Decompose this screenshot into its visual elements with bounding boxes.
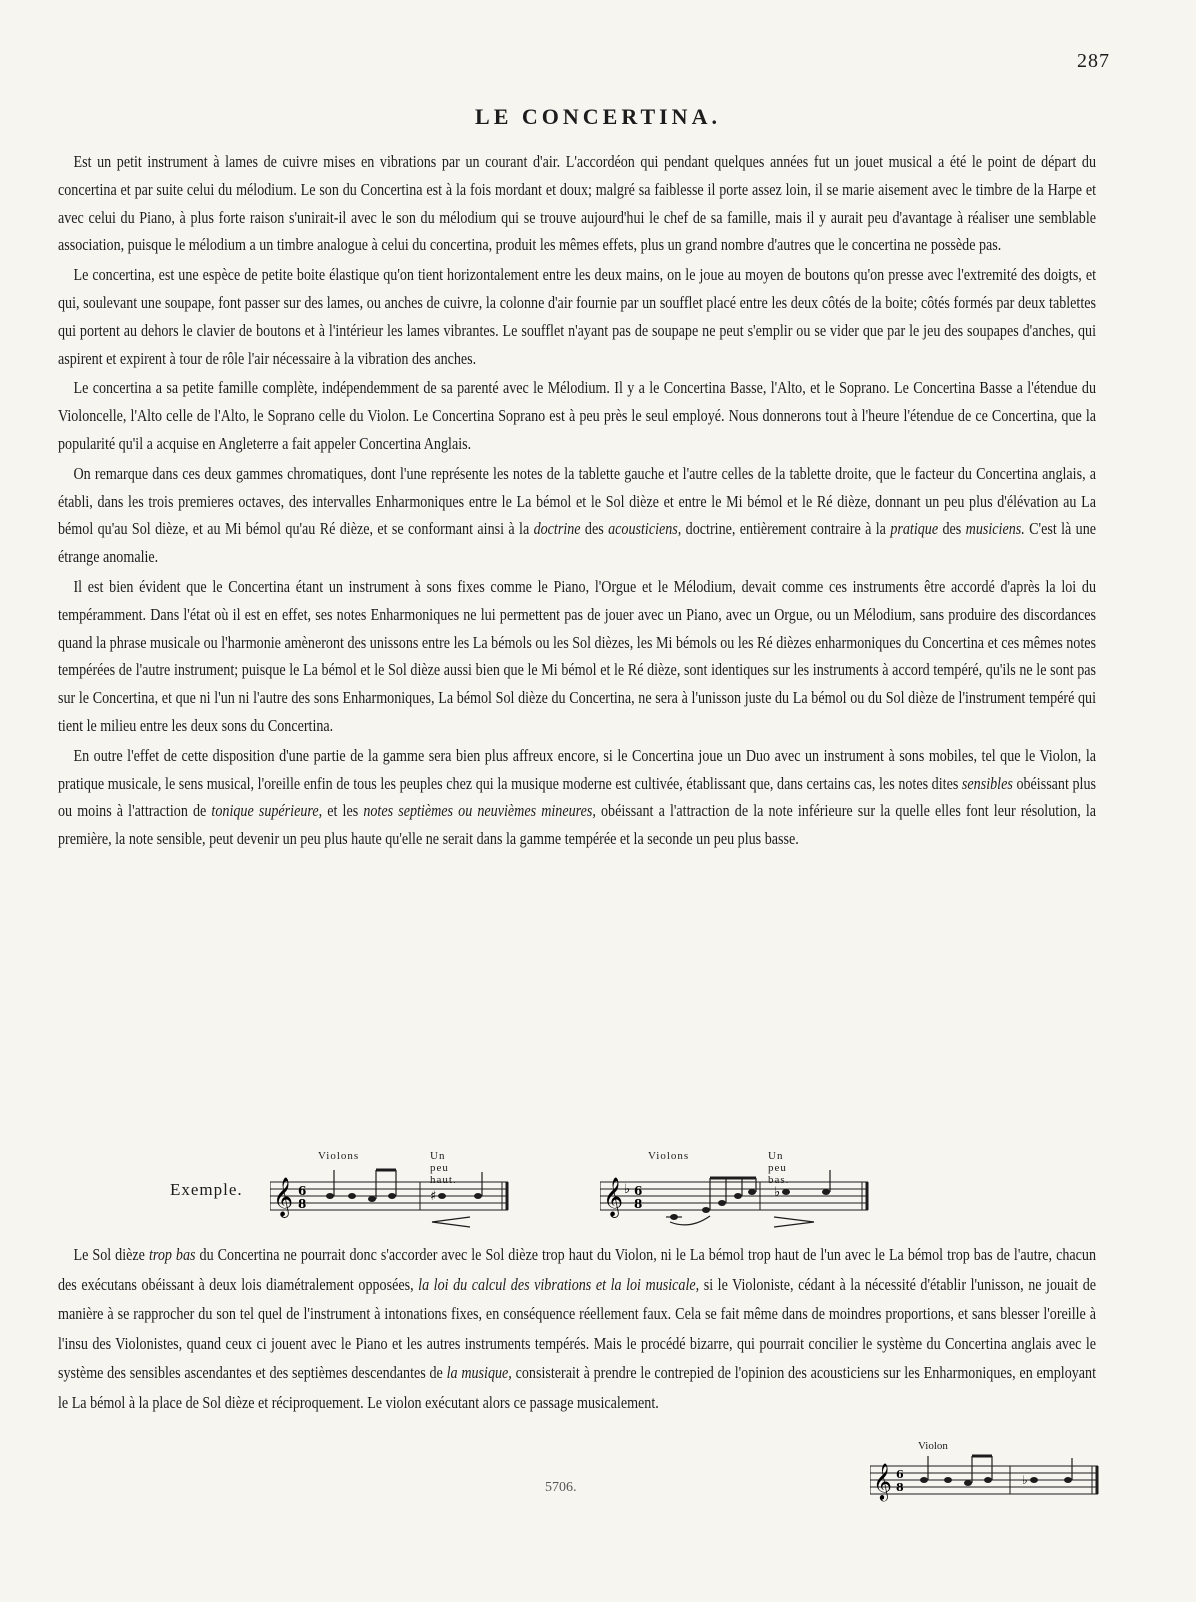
italic-text: trop bas [148,1245,196,1264]
paragraph [58,148,1096,259]
svg-text:♭: ♭ [624,1182,631,1197]
paragraph [58,460,1096,571]
svg-text:♭: ♭ [1022,1473,1028,1487]
paragraph [58,573,1096,740]
text-run: et les [322,801,364,821]
svg-text:8: 8 [896,1481,904,1494]
svg-text:𝄞: 𝄞 [873,1462,892,1500]
text-run: Est un petit instrument à lames de cuivre mises en vibrations par un courant d'air. L'accordéon qui pendant quelques années fut un jouet musical a été le point de départ du concertina et par suite celui du mélodium. Le son du Concertina est à la fois mordant et doux; malgré sa faiblesse il porte assez loin, il se marie aisement avec le timbre de la Harpe et avec celui du Piano, à plus forte raison s'unirait-il avec le son du mélodium qui se trouve aujourd'hui le chef de sa famille, mais il y aurait peu d'avantage à réaliser une semblable association, puisque le mélodium a un timbre analogue à celui du concertina, produit les mêmes effets, plus un grand nombre d'autres que le concertina ne possède pas. [58,152,1097,255]
page-number: 287 [1077,50,1110,72]
text-run: On remarque dans ces deux gammes chromatiques, dont l'une représente les notes de la tablette gauche et l'autre celles de la tablette droite, que le facteur du Concertina anglais, a établi, dans les trois premieres octaves, des intervalles Enharmoniques entre le La bémol et le Sol dièze et entre le Mi bémol et le Ré dièze, donnant un peu plus d'élévation au La bémol qu'au Sol dièze, et au Mi bémol qu'au Ré dièze, et se conformant ainsi à la [58,463,1097,539]
text-run: Le concertina a sa petite famille complète, indépendemment de sa parenté avec le Mélodium. Il y a le Concertina Basse, l'Alto, et le Soprano. Le Concertina Basse a l'étendue du Violoncelle, l'Alto celle de l'Alto, le Soprano celle du Violon. Le Concertina Soprano est à peu près le seul employé. Nous donnerons tout à l'heure l'étendue de ce Concertina, que la popularité qu'il a acquise en Angleterre a fait appeler Concertina Anglais. [58,378,1097,453]
text-run: du Concertina ne pourrait donc s'accorder avec le Sol dièze trop haut du Violon, ni le La bémol trop haut de l'un avec le La bémol trop bas de l'autre, chacun des exécutans obéissant à deux lois diamétralement opposées, [58,1245,1097,1294]
text-run: des [580,519,609,539]
italic-text: tonique supérieure, [211,801,323,821]
text-run: Le concertina, est une espèce de petite boite élastique qu'on tient horizontalement entre les deux mains, on le joue au moyen de boutons qu'on presse avec l'extremité des doigts, et qui, soulevant une soupape, font passer sur des lames, ou anches de cuivre, la colonne d'air fournie par un soufflet placé entre les deux côtés de la boite; côtés formés par deux tablettes qui portent au dehors le clavier de boutons et à l'intérieur les lames vibrantes. Le soufflet n'ayant pas de soupape ne peut s'emplir ou se vider que par le jeu des soupapes d'anches, qui aspirent et expirent à tour de rôle l'air nécessaire à la vibration des anches. [58,265,1097,368]
staff-2-label-left: Violons [648,1150,690,1162]
body-text [58,148,1096,855]
example-label: Exemple. [170,1180,243,1199]
svg-text:♯: ♯ [430,1189,437,1204]
body-text-continued [58,1240,1096,1418]
italic-text: acousticiens, [608,519,682,539]
italic-text: pratique [890,519,939,539]
text-run: consisterait à prendre le contrepied de l'opinion des acousticiens sur les Enharmoniques, en employant le La bémol à la place de Sol dièze et réciproquement. Le violon exécutant alors ce passage musicalement. [58,1363,1097,1412]
staff-1-notation [270,1164,510,1244]
svg-text:8: 8 [634,1197,643,1211]
footer-mark: 5706. [545,1480,577,1495]
svg-text:6: 6 [634,1184,643,1198]
svg-text:♭: ♭ [774,1185,781,1200]
text-run: si le Violoniste, cédant à la nécessité d'établir l'unisson, ne jouait de manière à se rapprocher du son tel quel de l'instrument à intonations fixes, en conséquence réellement faux. Cela se fait même dans de moindres proportions, et sans blesser l'oreille à l'insu des Violonistes, quand ceux ci jouent avec le Piano et les autres instruments tempérés. Mais le procédé bizarre, qui pourrait concilier le système du Concertina anglais avec le système des sensibles ascendantes et des septièmes descendantes de [58,1274,1097,1383]
text-run: Il est bien évident que le Concertina étant un instrument à sons fixes comme le Piano, l'Orgue et le Mélodium, devait comme ces instruments être accordé d'après la loi du tempéramment. Dans l'état où il est en effet, ses notes Enharmoniques ne lui permettent pas de jouer avec un Piano, avec un Orgue, ou un Mélodium, sans produire des discordances quand la phrase musicale ou l'harmonie amèneront des unissons entre les La bémols ou les Sol dièzes, les Mi bémols ou les Ré dièzes enharmoniques du Concertina et ces mêmes notes tempérées de l'autre instrument; puisque le La bémol et le Sol dièze aussi bien que le Mi bémol et le Ré dièze, sont identiques sur les instruments à accord tempéré, qu'ils ne le sont pas sur le Concertina, et que ni l'un ni l'autre des sons Enharmoniques, La bémol Sol dièze du Concertina, ne sera à l'unisson juste du La bémol ou du Sol dièze de l'instrument tempéré qui tient le milieu entre les deux sons du Concertina. [58,576,1097,735]
italic-text: la loi du calcul des vibrations et la loi musicale, [418,1274,700,1294]
text-run: En outre l'effet de cette disposition d'une partie de la gamme sera bien plus affreux encore, si le Concertina joue un Duo avec un instrument à sons mobiles, tel que le Violon, la pratique musicale, le sens musical, l'oreille enfin de tous les peuples chez qui la musique moderne est cultivée, établissant que, dans certains cas, les notes dites [58,745,1097,793]
paragraph [58,1240,1096,1418]
text-run: obéissant a l'attraction de la note inférieure sur la quelle elles font leur résolution, la première, la note sensible, peut devenir un peu plus haute qu'elle ne serait dans la gamme tempérée et la seconde un peu plus basse. [58,801,1097,849]
italic-text: la musique, [446,1363,512,1383]
page-title: LE CONCERTINA. [475,104,721,129]
paragraph [58,374,1096,457]
music-example [170,1150,950,1240]
text-run: C'est là une étrange anomalie. [58,519,1097,567]
svg-text:8: 8 [298,1197,307,1211]
text-run: doctrine, entièrement contraire à la [681,519,891,539]
text-run: obéissant plus ou moins à l'attraction de [58,773,1097,821]
italic-text: musiciens. [965,519,1025,539]
svg-text:6: 6 [896,1468,904,1481]
svg-text:𝄞: 𝄞 [273,1177,294,1217]
italic-text: doctrine [533,519,581,539]
svg-text:𝄞: 𝄞 [603,1177,624,1217]
paragraph [58,742,1096,853]
italic-text: notes septièmes ou neuvièmes mineures, [363,801,596,821]
staff-2-notation [600,1164,870,1244]
text-run: des [938,519,966,539]
staff-2-label-right: Un peu bas. [768,1150,790,1186]
italic-text: sensibles [961,773,1013,793]
svg-text:6: 6 [298,1184,307,1198]
paragraph [58,261,1096,372]
staff-1-label-right: Un peu haut. [430,1150,457,1186]
text-run: Le Sol dièze [73,1245,149,1264]
staff-1-label-left: Violons [318,1150,360,1162]
final-staff-label: Violon [918,1440,948,1452]
final-staff-notation [870,1450,1100,1520]
